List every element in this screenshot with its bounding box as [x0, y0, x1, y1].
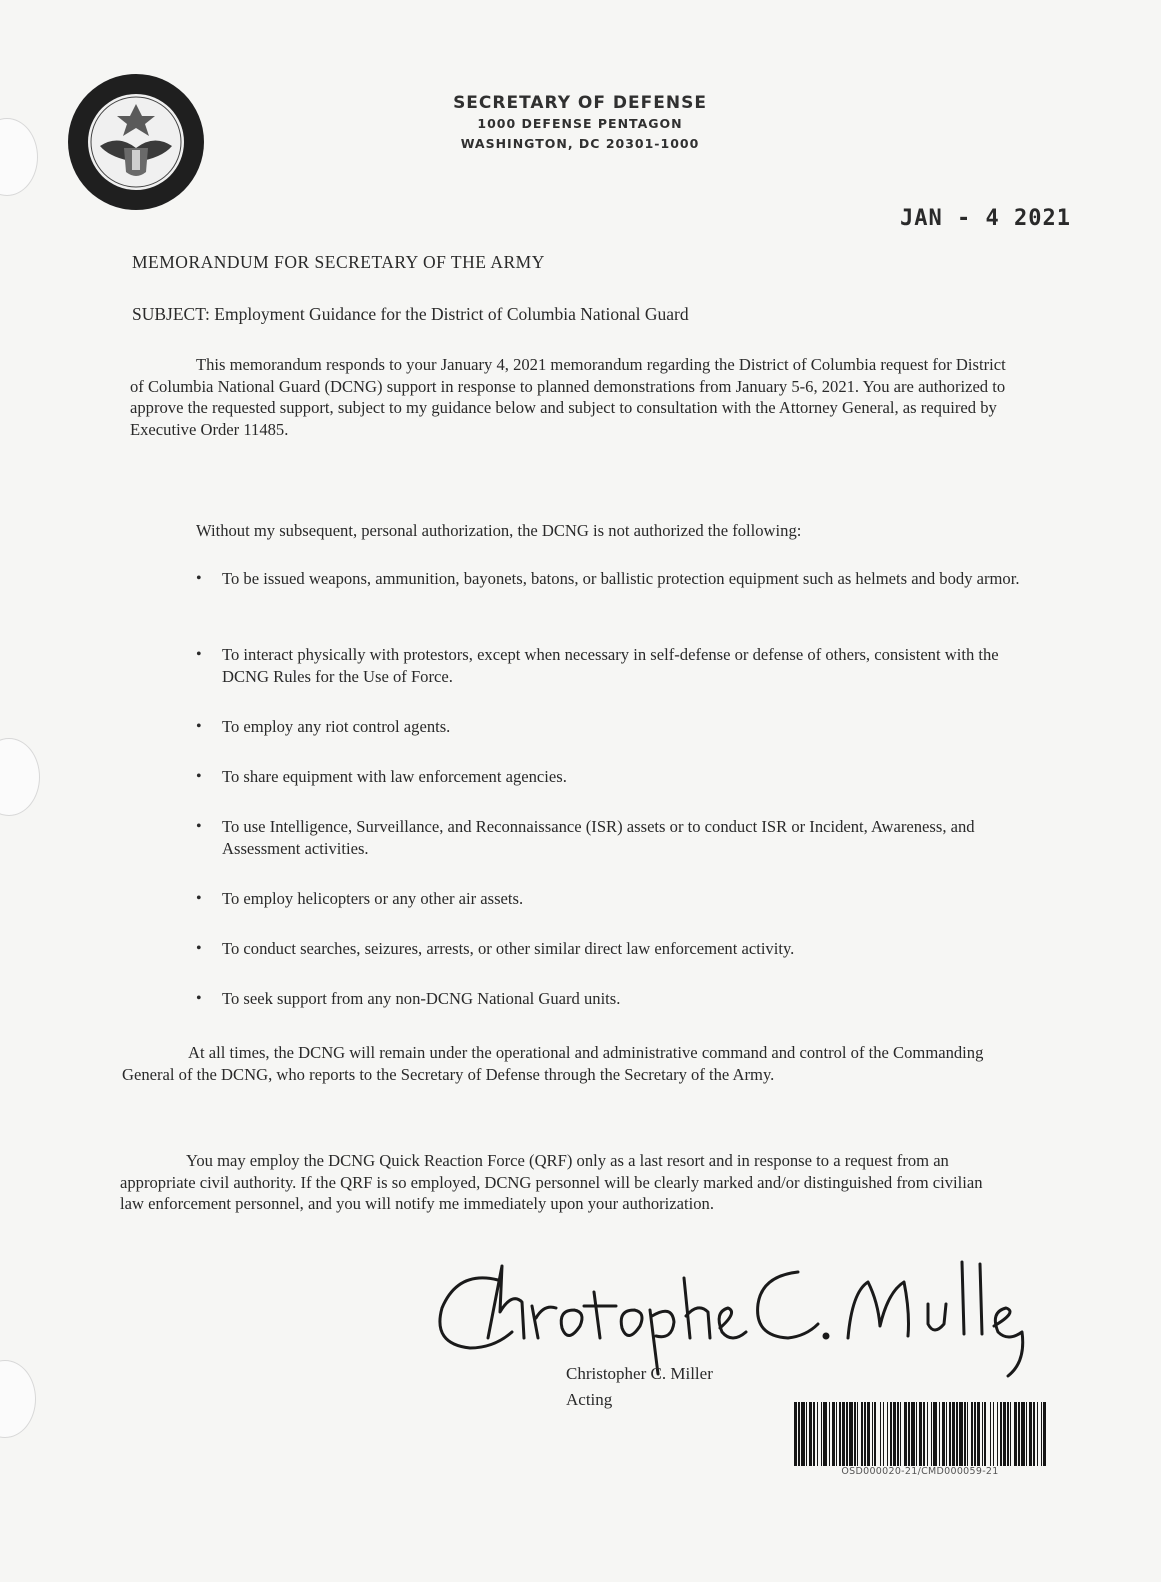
- list-item: • To use Intelligence, Surveillance, and Reconnaissance (ISR) assets or to conduct ISR or Incident, Awareness, and Assessment activities.: [196, 816, 1026, 860]
- dod-seal-icon: [66, 72, 206, 212]
- letterhead: [360, 92, 800, 154]
- barcode-icon: [794, 1402, 1046, 1466]
- date-stamp: JAN - 4 2021: [900, 206, 1071, 231]
- list-item: • To employ any riot control agents.: [196, 716, 450, 738]
- punch-hole: [0, 1360, 36, 1438]
- handwritten-signature: [428, 1252, 1028, 1382]
- barcode-number: OSD000020-21/CMD000059-21: [841, 1466, 999, 1477]
- list-item: • To seek support from any non-DCNG National Guard units.: [196, 988, 620, 1010]
- list-item: • To interact physically with protestors, except when necessary in self-defense or defense of others, consistent with the DCNG Rules for the Use of Force.: [196, 644, 1026, 688]
- paragraph-restrictions: Without my subsequent, personal authorization, the DCNG is not authorized the following:: [196, 521, 802, 540]
- signer-title: Acting: [566, 1390, 613, 1409]
- punch-hole: [0, 738, 40, 816]
- punch-hole: [0, 118, 38, 196]
- list-item: • To be issued weapons, ammunition, bayonets, batons, or ballistic protection equipment such as helmets and body armor.: [196, 568, 1020, 590]
- letterhead-address: 1000 DEFENSE PENTAGON: [477, 116, 683, 131]
- memo-recipient: MEMORANDUM FOR SECRETARY OF THE ARMY: [132, 252, 545, 272]
- list-item: • To share equipment with law enforcement agencies.: [196, 766, 567, 788]
- memo-subject: SUBJECT: Employment Guidance for the District of Columbia National Guard: [132, 304, 689, 324]
- list-item: • To conduct searches, seizures, arrests, or other similar direct law enforcement activity.: [196, 938, 794, 960]
- paragraph-command: At all times, the DCNG will remain under the operational and administrative command and control of the Commanding General of the DCNG, who reports to the Secretary of Defense through the Secretary of the Army.: [122, 1043, 984, 1084]
- list-item: • To employ helicopters or any other air assets.: [196, 888, 523, 910]
- letterhead-city: WASHINGTON, DC 20301-1000: [460, 136, 700, 151]
- paragraph-intro: This memorandum responds to your January 4, 2021 memorandum regarding the District of Columbia request for District of Columbia National Guard (DCNG) support in response to planned demonstrations from January 5-6, 2021. You are authorized to approve the requested support, subject to my guidance below and subject to consultation with the Attorney General, as required by Executive Order 11485.: [130, 355, 1006, 439]
- paragraph-qrf: You may employ the DCNG Quick Reaction Force (QRF) only as a last resort and in response to a request from an appropriate civil authority. If the QRF is so employed, DCNG personnel will be clearly marked and/or distinguished from civilian law enforcement personnel, and you will notify me immediately upon your authorization.: [120, 1151, 983, 1213]
- signer-name: Christopher C. Miller: [566, 1364, 713, 1383]
- letterhead-office: SECRETARY OF DEFENSE: [453, 93, 707, 113]
